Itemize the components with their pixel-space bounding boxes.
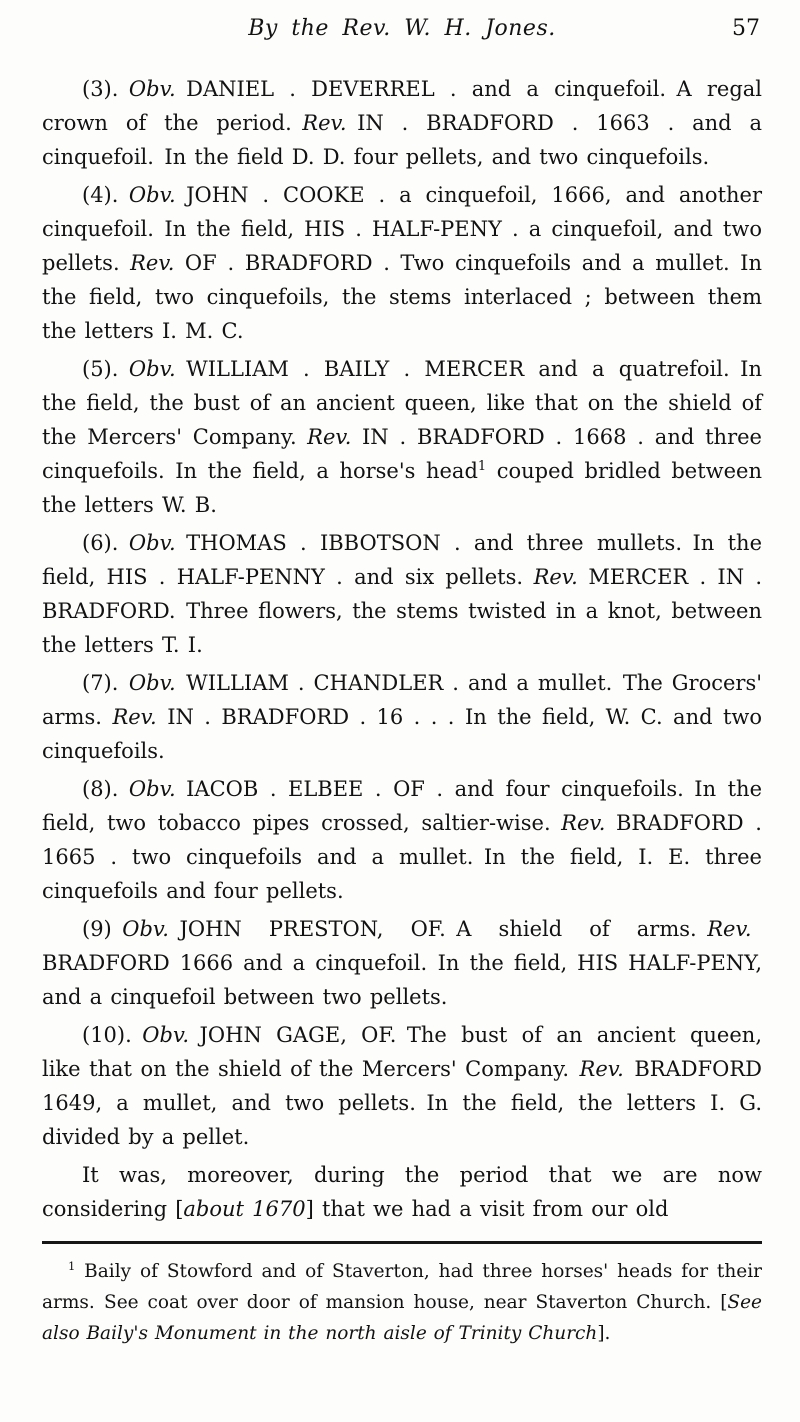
italic-text: Obv. <box>128 531 176 555</box>
page-body <box>42 72 762 1226</box>
token-entry-7 <box>42 666 762 768</box>
token-entry-3 <box>42 72 762 174</box>
text-run: BRADFORD 1666 and a cinquefoil. In the field, HIS HALF-PENY, and a cinquefoil between two pellets. <box>42 917 762 1009</box>
italic-text: See also Baily's Monument in the north aisle of Trinity Church <box>42 1292 762 1344</box>
page-number: 57 <box>732 16 760 41</box>
text-run: Baily of Stowford and of Staverton, had three horses' heads for their arms. See coat over door of mansion house, near Staverton Church. [ <box>42 1261 762 1313</box>
text-run: OF . BRADFORD . Two cinquefoils and a mullet. In the field, two cinquefoils, the stems interlaced ; between them the letters I. M. C. <box>42 251 762 343</box>
italic-text: Rev. <box>579 1057 624 1081</box>
token-entry-6 <box>42 526 762 662</box>
italic-text: Obv. <box>128 77 176 101</box>
italic-text: Rev. <box>561 811 606 835</box>
text-run: (10). <box>82 1023 143 1047</box>
text-run: BRADFORD . 1665 . two cinquefoils and a mullet. In the field, I. E. three cinquefoils and four pellets. <box>42 811 762 903</box>
italic-text: Obv. <box>128 357 176 381</box>
running-head <box>42 12 762 48</box>
running-title: By the Rev. W. H. Jones. <box>248 16 556 41</box>
text-run: IACOB . ELBEE . OF . and four cinquefoils. In the field, two tobacco pipes crossed, saltier-wise. <box>42 777 762 835</box>
text-run: DANIEL . DEVERREL . and a cinquefoil. A regal crown of the period. <box>42 77 762 135</box>
text-run: ]. <box>597 1323 611 1344</box>
text-run: (3). <box>82 77 129 101</box>
text-run: ] that we had a visit from our old <box>305 1197 669 1221</box>
text-run: JOHN . COOKE . a cinquefoil, 1666, and another cinquefoil. In the field, HIS . HALF-PENY . a cinquefoil, and two pellets. <box>42 183 762 275</box>
text-run: JOHN GAGE, OF. The bust of an ancient queen, like that on the shield of the Mercers' Company. <box>42 1023 762 1081</box>
italic-text: Rev. <box>307 425 352 449</box>
italic-text: Rev. <box>533 565 578 589</box>
italic-text: Rev. <box>707 917 752 941</box>
italic-text: Obv. <box>142 1023 190 1047</box>
italic-text: Rev. <box>130 251 175 275</box>
text-run: It was, moreover, during the period that we are now considering [ <box>42 1163 762 1221</box>
text-run: (9) <box>82 917 123 941</box>
italic-text: Rev. <box>302 111 347 135</box>
footnote-rule <box>42 1241 762 1244</box>
token-entry-4 <box>42 178 762 348</box>
italic-text: Obv. <box>128 777 176 801</box>
italic-text: Obv. <box>128 183 176 207</box>
token-entry-5 <box>42 352 762 522</box>
italic-text: Obv. <box>122 917 169 941</box>
text-run: MERCER . IN . BRADFORD. Three flowers, the stems twisted in a knot, between the letters T. I. <box>42 565 762 657</box>
token-entry-10 <box>42 1018 762 1154</box>
text-run: (4). <box>82 183 129 207</box>
footnote-marker: 1 <box>68 1258 76 1273</box>
italic-text: Obv. <box>128 671 176 695</box>
footnote-marker: 1 <box>477 459 487 474</box>
italic-text: about 1670 <box>183 1197 306 1221</box>
text-run: IN . BRADFORD . 16 . . . In the field, W. C. and two cinquefoils. <box>42 705 762 763</box>
footnote <box>42 1256 762 1349</box>
text-run: IN . BRADFORD . 1663 . and a cinquefoil. In the field D. D. four pellets, and two cinquefoils. <box>42 111 762 169</box>
text-run: WILLIAM . BAILY . MERCER and a quatrefoil. In the field, the bust of an ancient queen, like that on the shield of the Mercers' Company. <box>42 357 762 449</box>
text-run: (8). <box>82 777 129 801</box>
token-entry-8 <box>42 772 762 908</box>
italic-text: Rev. <box>112 705 157 729</box>
text-run: couped bridled between the letters W. B. <box>42 459 762 517</box>
text-run: (6). <box>82 531 129 555</box>
text-run: THOMAS . IBBOTSON . and three mullets. In the field, HIS . HALF-PENNY . and six pellets. <box>42 531 762 589</box>
text-run: WILLIAM . CHANDLER . and a mullet. The Grocers' arms. <box>42 671 762 729</box>
closing-paragraph <box>42 1158 762 1226</box>
text-run: BRADFORD 1649, a mullet, and two pellets. In the field, the letters I. G. divided by a pellet. <box>42 1057 762 1149</box>
text-run: (7). <box>82 671 129 695</box>
token-entry-9 <box>42 912 762 1014</box>
text-run: JOHN PRESTON, OF. A shield of arms. <box>168 917 708 941</box>
page-footer <box>42 1256 762 1349</box>
text-run: IN . BRADFORD . 1668 . and three cinquefoils. In the field, a horse's head <box>42 425 762 483</box>
text-run: (5). <box>82 357 129 381</box>
